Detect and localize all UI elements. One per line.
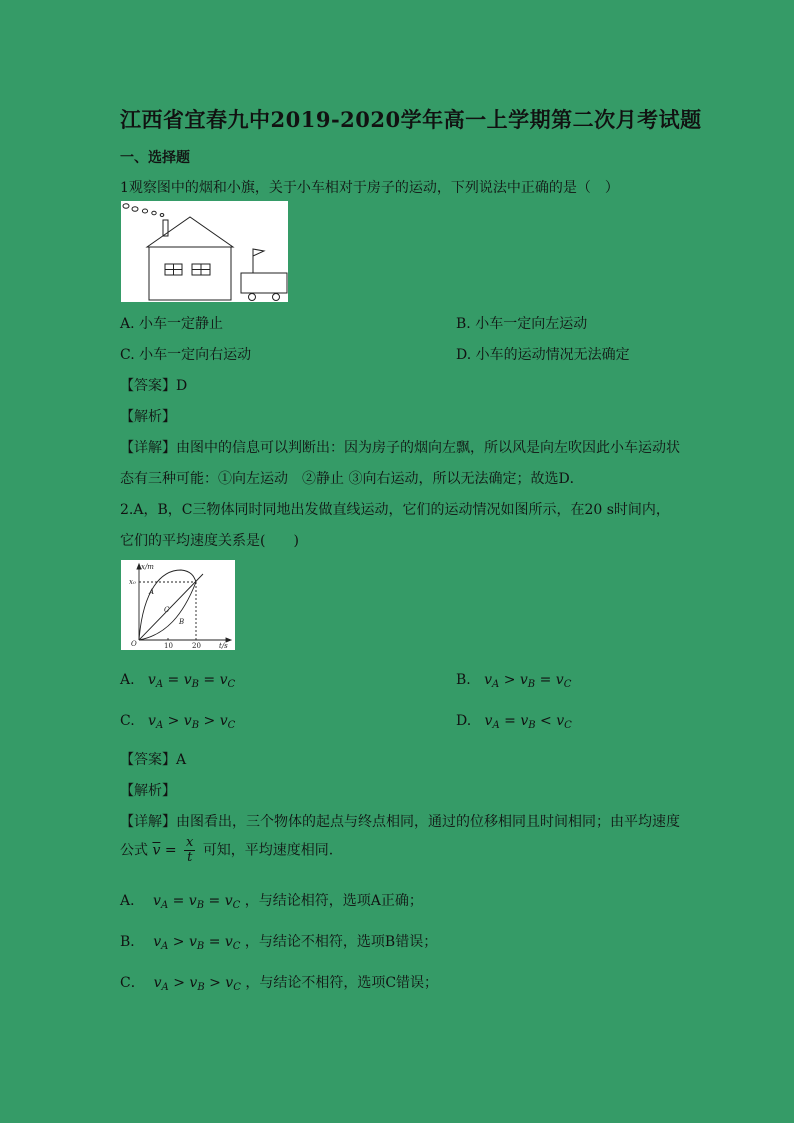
curve-label-c: C: [164, 606, 170, 614]
q1-answer: 【答案】D: [120, 378, 188, 394]
q1-detail-line2: 态有三种可能：①向左运动 ②静止 ③向右运动，所以无法确定；故选D．: [120, 471, 584, 487]
formula-denominator: t: [187, 850, 193, 865]
line-c-label: C．: [120, 975, 145, 991]
q2-stem-line1: 2.A，B，C三物体同时同地出发做直线运动，它们的运动情况如图所示，在20 s时间内，: [120, 502, 670, 518]
q2-option-b-formula: $v_A > v_B = v_C$: [475, 672, 572, 690]
q2-option-c-label: C.: [120, 713, 135, 729]
q1-house-flag-figure: [121, 201, 288, 302]
q2-stem-line2: 它们的平均速度关系是( ): [120, 533, 299, 549]
q1-detail-line1: 【详解】由图中的信息可以判断出：因为房子的烟向左飘，所以风是向左吹因此小车运动状: [120, 440, 680, 456]
q2-answer: 【答案】A: [120, 752, 187, 768]
q2-option-c: [120, 713, 235, 731]
origin-label: O: [131, 640, 137, 648]
formula-suffix: 可知，平均速度相同.: [202, 842, 334, 859]
q2-option-a-formula: $v_A = v_B = v_C$: [139, 672, 236, 690]
q2-formula-line: 公式 $\overline{v}$ = $\frac{x}{t}$ 可知，平均速度相同.: [120, 835, 334, 865]
q2-line-a: A． $v_A = v_B = v_C$ ，与结论相符，选项A正确；: [120, 893, 423, 911]
q2-option-a: [120, 672, 235, 690]
x-tick-10: 10: [164, 642, 173, 650]
y-axis-label: x/m: [141, 563, 154, 571]
q2-option-d-formula: $v_A = v_B < v_C$: [475, 713, 572, 731]
q1-option-b: B. 小车一定向左运动: [456, 316, 588, 332]
curve-label-b: B: [179, 618, 185, 626]
q1-option-c: C. 小车一定向右运动: [120, 347, 252, 363]
q2-option-d: [456, 713, 572, 731]
q2-option-c-formula: $v_A > v_B > v_C$: [139, 713, 236, 731]
q2-xt-graph: [121, 560, 235, 650]
y-tick-x0: x₀: [129, 578, 136, 586]
line-b-text: ，与结论不相符，选项B错误；: [244, 934, 438, 950]
q1-analysis-label: 【解析】: [120, 409, 176, 425]
formula-prefix: 公式: [120, 842, 148, 859]
page-title: 江西省宜春九中2019-2020学年高一上学期第二次月考试题: [120, 107, 702, 132]
section-heading: 一、选择题: [120, 150, 190, 166]
curve-label-a: A: [149, 588, 155, 596]
line-c-text: ，与结论不相符，选项C错误；: [245, 975, 439, 991]
line-b-label: B．: [120, 934, 145, 950]
q2-line-b: B． $v_A > v_B = v_C$ ，与结论不相符，选项B错误；: [120, 934, 438, 952]
q2-option-a-label: A.: [120, 672, 135, 688]
q2-detail-line1: 【详解】由图看出，三个物体的起点与终点相同，通过的位移相同且时间相同；由平均速度: [120, 814, 680, 830]
q1-option-d: D. 小车的运动情况无法确定: [456, 347, 630, 363]
line-a-label: A．: [120, 893, 145, 909]
x-axis-label: t/s: [219, 642, 228, 650]
line-a-text: ，与结论相符，选项A正确；: [244, 893, 423, 909]
x-tick-20: 20: [192, 642, 201, 650]
formula-v-bar: $\overline{v}$: [152, 842, 161, 859]
q1-stem: 1观察图中的烟和小旗，关于小车相对于房子的运动，下列说法中正确的是（ ）: [120, 180, 619, 196]
q1-option-a: A. 小车一定静止: [120, 316, 224, 332]
q2-analysis-label: 【解析】: [120, 783, 176, 799]
formula-numerator: x: [186, 835, 194, 850]
q2-option-d-label: D.: [456, 713, 472, 729]
formula-fraction: [184, 836, 195, 865]
q2-option-b: [456, 672, 571, 690]
q2-option-b-label: B.: [456, 672, 471, 688]
q2-line-c: C． $v_A > v_B > v_C$ ，与结论不相符，选项C错误；: [120, 975, 439, 993]
